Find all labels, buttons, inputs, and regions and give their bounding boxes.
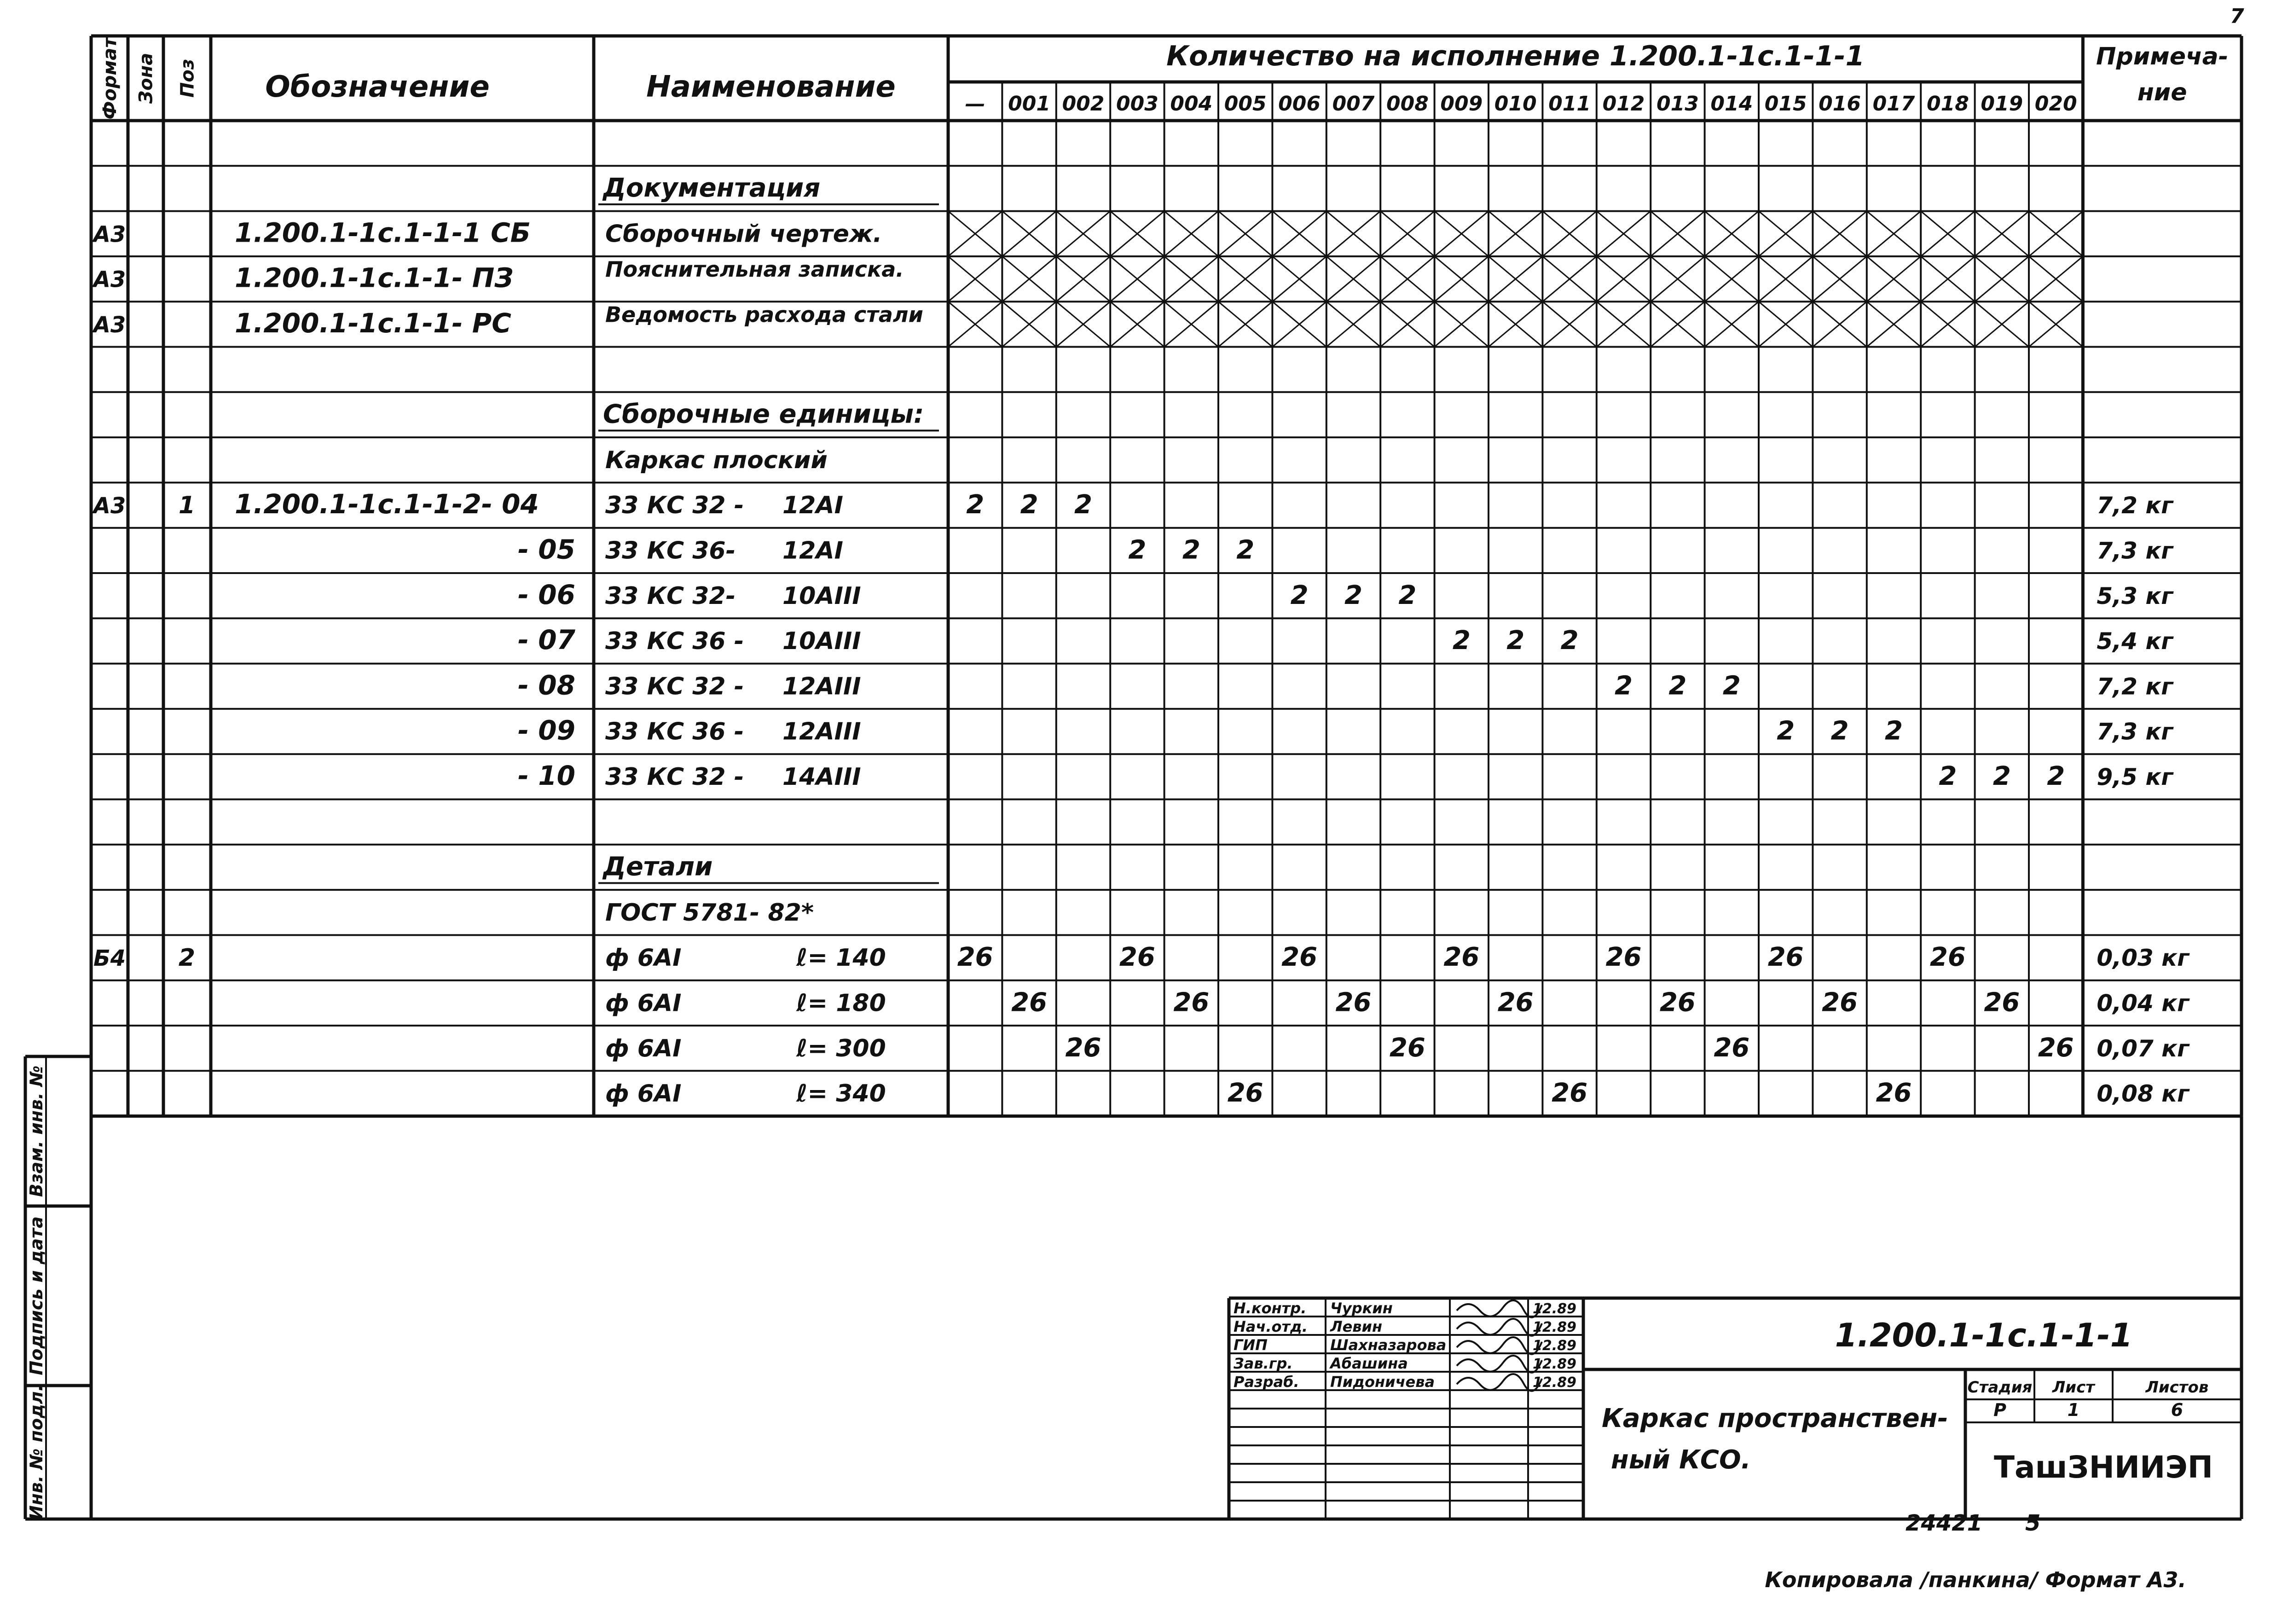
quantity-value: 2 (1939, 761, 1957, 792)
cell-designation: - 08 (518, 669, 575, 701)
table-text (92, 36, 2229, 1108)
cell-name: ф 6АI (605, 1080, 682, 1108)
quantity-value: 2 (1128, 535, 1147, 565)
variant-label: 012 (1602, 92, 1645, 116)
tb-person: Левин (1330, 1318, 1383, 1335)
quantity-value: 26 (1714, 1032, 1750, 1063)
tb-sheets-label: Листов (2145, 1378, 2209, 1397)
cell-format: Б4 (93, 945, 126, 972)
header-quantity-title: Количество на исполнение 1.200.1-1с.1-1-1 (1166, 40, 1865, 72)
cell-name-extra: ℓ= 140 (796, 944, 886, 972)
header-zone: Зона (135, 52, 157, 104)
cell-name: Сборочный чертеж. (605, 220, 882, 248)
cell-designation: 1.200.1-1с.1-1- РС (235, 307, 511, 339)
tb-date: 12.89 (1533, 1301, 1576, 1317)
cell-name: 33 КС 32 - (605, 492, 744, 520)
variant-label: 015 (1764, 92, 1807, 116)
tb-org: ТашЗНИИЭП (1994, 1450, 2213, 1485)
cell-name-extra: 12АIII (782, 673, 861, 701)
quantity-value: 26 (1227, 1078, 1263, 1108)
inventory-number-extra: 5 (2025, 1510, 2041, 1536)
tb-person: Абашина (1330, 1355, 1408, 1372)
quantity-value: 2 (1615, 671, 1633, 701)
variant-label: 002 (1062, 92, 1105, 116)
cell-name: 33 КС 32 - (605, 763, 744, 791)
title-block (91, 1116, 2242, 1519)
header-name: Наименование (646, 70, 896, 104)
quantity-value: 26 (1929, 942, 1966, 973)
quantity-value: 26 (1119, 942, 1155, 973)
cell-designation: 1.200.1-1с.1-1-2- 04 (235, 488, 539, 520)
cell-name: 33 КС 32 - (605, 673, 744, 701)
cell-name: 33 КС 36 - (605, 627, 744, 655)
variant-label: 013 (1656, 92, 1699, 116)
quantity-value: 26 (1011, 987, 1048, 1018)
cell-name-extra: 10АIII (782, 582, 861, 610)
tb-person: Чуркин (1330, 1299, 1393, 1317)
quantity-value: 2 (2047, 761, 2065, 792)
cell-name-extra: ℓ= 300 (796, 1034, 886, 1062)
quantity-value: 26 (1443, 942, 1480, 973)
cell-name-extra: 10АIII (782, 627, 861, 655)
tb-person: Шахназарова (1330, 1336, 1447, 1354)
quantity-value: 26 (957, 942, 993, 973)
variant-label: 009 (1440, 92, 1483, 116)
cell-name-extra: 14АIII (782, 763, 861, 791)
variant-label: 014 (1710, 92, 1753, 116)
quantity-value: 26 (1497, 987, 1534, 1018)
quantity-value: 26 (1659, 987, 1696, 1018)
header-designation: Обозначение (265, 70, 490, 104)
variant-label: 016 (1819, 92, 1861, 116)
cell-format: А3 (93, 312, 126, 338)
quantity-value: 2 (1668, 671, 1687, 701)
cell-note: 0,04 кг (2097, 990, 2190, 1017)
cell-name: ф 6АI (605, 989, 682, 1017)
cell-note: 0,07 кг (2097, 1035, 2190, 1062)
quantity-value: 2 (1777, 716, 1795, 746)
quantity-value: 2 (1074, 490, 1092, 520)
tb-date: 12.89 (1533, 1375, 1576, 1391)
quantity-value: 26 (1767, 942, 1804, 973)
header-format: Формат (99, 37, 121, 120)
signature-mark (1457, 1319, 1542, 1336)
tb-date: 12.89 (1533, 1356, 1576, 1372)
tb-date: 12.89 (1533, 1319, 1576, 1335)
quantity-value: 2 (1452, 626, 1471, 656)
cell-note: 0,03 кг (2097, 945, 2190, 972)
variant-label: 010 (1494, 92, 1537, 116)
tb-date: 12.89 (1533, 1338, 1576, 1354)
tb-sheets: 6 (2171, 1400, 2184, 1420)
inventory-number: 24421 (1906, 1510, 1982, 1536)
cell-pos: 1 (178, 492, 196, 520)
quantity-value: 26 (1822, 987, 1858, 1018)
tb-stage: Р (1993, 1400, 2006, 1420)
quantity-value: 2 (1344, 580, 1362, 610)
cell-note: 5,4 кг (2097, 628, 2173, 655)
quantity-value: 26 (1173, 987, 1210, 1018)
table-grid (91, 36, 2242, 1116)
cell-name-extra: ℓ= 340 (796, 1080, 886, 1108)
quantity-value: 2 (1830, 716, 1849, 746)
quantity-value: 2 (966, 490, 985, 520)
tb-person: Пидоничева (1330, 1373, 1435, 1391)
variant-label: 020 (2034, 92, 2077, 116)
quantity-value: 26 (1605, 942, 1642, 973)
cell-note: 7,2 кг (2097, 673, 2173, 700)
tb-role: Н.контр. (1234, 1299, 1307, 1317)
tb-role: Нач.отд. (1234, 1318, 1308, 1335)
cell-name-extra: ℓ= 180 (796, 989, 886, 1017)
section-heading: Документация (603, 173, 821, 203)
cell-note: 7,3 кг (2097, 718, 2173, 745)
cell-designation: - 10 (518, 760, 575, 792)
quantity-value: 2 (1236, 535, 1255, 565)
side-stamp (25, 1056, 91, 1520)
cell-designation: 1.200.1-1с.1-1-1 СБ (235, 217, 531, 249)
cell-note: 9,5 кг (2097, 764, 2173, 791)
section-heading: Сборочные единицы: (603, 399, 924, 429)
stamp-label: Взам. инв. № (26, 1065, 46, 1197)
cell-name: ф 6АI (605, 1034, 682, 1062)
variant-label: 006 (1278, 92, 1321, 116)
variant-label: 007 (1332, 92, 1375, 116)
quantity-value: 26 (1335, 987, 1372, 1018)
quantity-value: 26 (1876, 1078, 1912, 1108)
quantity-value: 2 (1506, 626, 1525, 656)
quantity-value: 2 (1182, 535, 1200, 565)
quantity-value: 2 (1885, 716, 1903, 746)
tb-sheet-label: Лист (2052, 1378, 2095, 1397)
stamp-label: Подпись и дата (26, 1216, 46, 1375)
cell-format: А3 (93, 493, 126, 519)
variant-label: 018 (1926, 92, 1969, 116)
tb-role: Разраб. (1234, 1373, 1299, 1391)
cell-name-extra: 12АIII (782, 718, 861, 746)
variant-label: 008 (1386, 92, 1429, 116)
quantity-value: 2 (1560, 626, 1579, 656)
cell-name: ф 6АI (605, 944, 682, 972)
quantity-value: 2 (1290, 580, 1309, 610)
cell-note: 7,2 кг (2097, 492, 2173, 519)
signature-mark (1457, 1356, 1542, 1373)
stamp-label: Инв. № подл. (26, 1384, 46, 1520)
tb-role: ГИП (1234, 1336, 1268, 1354)
cell-name-extra: 12АI (782, 537, 843, 565)
cell-name: Ведомость расхода стали (605, 302, 923, 327)
sheet-number: 7 (2230, 5, 2244, 28)
cell-note: 0,08 кг (2097, 1080, 2190, 1108)
quantity-value: 2 (1993, 761, 2011, 792)
crossed-out-cells (948, 211, 2083, 347)
cell-name-extra: 12АI (782, 492, 843, 520)
variant-label: 005 (1224, 92, 1267, 116)
cell-format: А3 (93, 221, 126, 248)
tb-product-name-line2: ный КСО. (1611, 1445, 1751, 1475)
quantity-value: 2 (1398, 580, 1417, 610)
cell-name: 33 КС 36- (605, 537, 736, 565)
cell-name: 33 КС 36 - (605, 718, 744, 746)
cell-designation: - 05 (518, 534, 575, 565)
variant-label: 017 (1872, 92, 1915, 116)
variant-label: 019 (1981, 92, 2023, 116)
quantity-value: 26 (1552, 1078, 1588, 1108)
cell-designation: 1.200.1-1с.1-1- ПЗ (235, 262, 514, 294)
cell-format: А3 (93, 267, 126, 293)
tb-product-name: Каркас пространствен- (1602, 1404, 1948, 1433)
section-heading: Детали (603, 852, 713, 882)
variant-label: 003 (1116, 92, 1158, 116)
tb-sheet: 1 (2067, 1400, 2080, 1420)
tb-role: Зав.гр. (1234, 1355, 1293, 1372)
cell-designation: - 09 (518, 714, 575, 746)
header-note-line2: ние (2137, 79, 2187, 106)
variant-label: 004 (1170, 92, 1213, 116)
quantity-value: 26 (2038, 1032, 2074, 1063)
quantity-value: 2 (1020, 490, 1038, 520)
cell-designation: - 07 (518, 624, 575, 656)
cell-name: Каркас плоский (605, 446, 828, 474)
variant-label: 001 (1008, 92, 1051, 116)
quantity-value: 26 (1281, 942, 1318, 973)
tb-code: 1.200.1-1с.1-1-1 (1835, 1317, 2133, 1354)
cell-note: 7,3 кг (2097, 537, 2173, 564)
tb-stage-label: Стадия (1967, 1378, 2033, 1397)
cell-name: ГОСТ 5781- 82* (605, 899, 814, 927)
cell-note: 5,3 кг (2097, 582, 2173, 609)
quantity-value: 26 (1389, 1032, 1425, 1063)
variant-label: 011 (1548, 92, 1591, 116)
header-note-line1: Примеча- (2096, 43, 2229, 70)
signature-mark (1457, 1337, 1542, 1354)
cell-pos: 2 (178, 944, 196, 972)
signature-mark (1457, 1374, 1542, 1391)
cell-name: Пояснительная записка. (605, 257, 904, 282)
variant-label: — (965, 92, 985, 116)
quantity-value: 26 (1984, 987, 2020, 1018)
signature-mark (1457, 1300, 1542, 1317)
cell-designation: - 06 (518, 579, 575, 610)
copied-by-note: Копировала /панкина/ Формат А3. (1765, 1567, 2186, 1592)
quantity-value: 26 (1065, 1032, 1101, 1063)
header-pos: Поз (177, 58, 198, 98)
cell-name: 33 КС 32- (605, 582, 736, 610)
quantity-value: 2 (1722, 671, 1741, 701)
